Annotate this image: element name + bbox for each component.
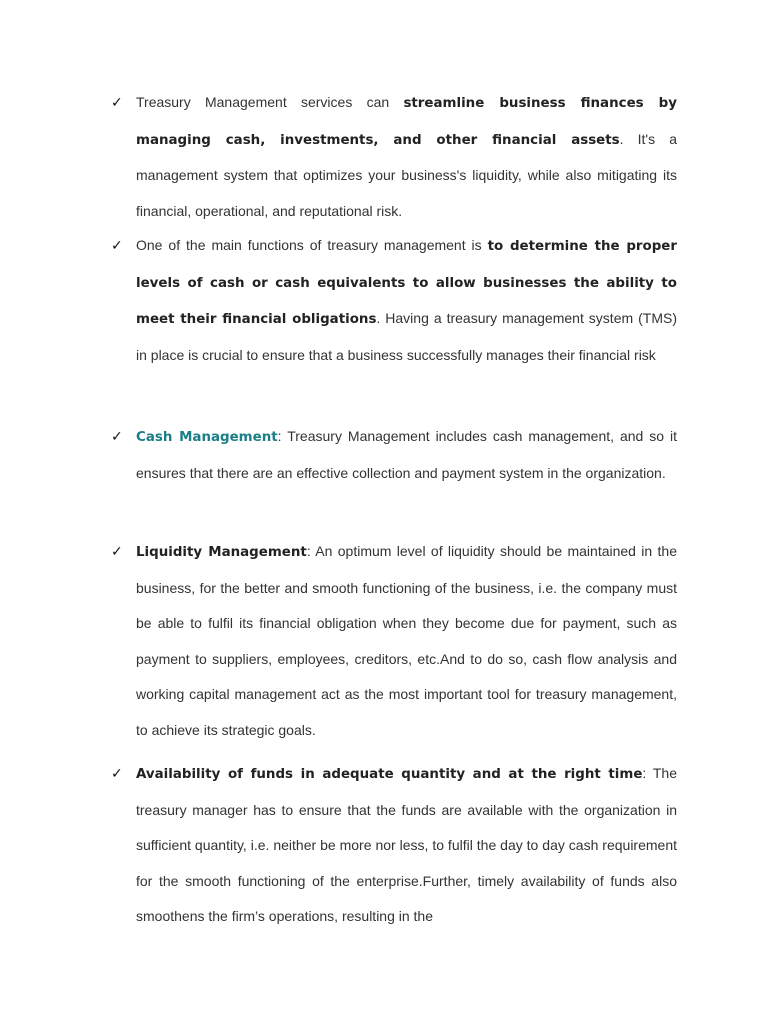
- bullet-text-pre: Treasury Management services can: [136, 94, 404, 110]
- bullet-text-post: : The treasury manager has to ensure that the funds are available with the organization in sufficient quantity, i.e. neither be more nor less, to fulfil the day to day cash requirement for the smooth functioning of the enterprise.Further, timely availability of funds also smoothens the firm’s operations, resulting in the: [136, 765, 678, 925]
- bullet-text-pre: One of the main functions of treasury management is: [136, 237, 488, 253]
- bullet-text-bold: Availability of funds in adequate quantity and at the right time: [136, 767, 643, 782]
- bullet-text-post: : An optimum level of liquidity should be maintained in the business, for the better and smooth functioning of the business, i.e. the company must be able to fulfil its financial obligation when they become due for payment, such as payment to suppliers, employees, creditors, etc.And to do so, cash flow analysis and working capital management act as the most important tool for treasury management, to achieve its strategic goals.: [136, 543, 677, 738]
- bullet-item-liquidity-management: [111, 545, 677, 749]
- bullet-item-availability-of-funds: [111, 767, 677, 935]
- bullet-item-treasury-services: [111, 96, 677, 229]
- bullet-item-cash-management: [111, 430, 677, 491]
- bullet-text: [136, 534, 677, 749]
- checkmark-icon: ✓: [111, 238, 123, 254]
- cash-management-link-text: Cash Management: [136, 430, 278, 445]
- bullet-text-post: : Treasury Management includes cash management, and so it ensures that there are an effective collection and payment system in the organization.: [136, 428, 677, 481]
- checkmark-icon: ✓: [111, 429, 123, 445]
- bullet-text: [136, 419, 677, 491]
- bullet-text: [136, 228, 677, 373]
- bullet-text-bold: to determine the proper levels of cash or cash equivalents to allow businesses the ability to meet their financial obligations: [136, 239, 677, 328]
- bullet-text-bold: streamline business finances by managing cash, investments, and other financial assets: [136, 96, 677, 148]
- checkmark-icon: ✓: [111, 766, 123, 782]
- bullet-text-post: . It's a management system that optimizes your business's liquidity, while also mitigating its financial, operational, and reputational risk.: [136, 130, 677, 219]
- bullet-text-post: . Having a treasury management system (TMS) in place is crucial to ensure that a business successfully manages their financial risk: [136, 310, 677, 363]
- bullet-text: [136, 85, 677, 229]
- checkmark-icon: ✓: [111, 544, 123, 560]
- bullet-item-main-functions: [111, 239, 677, 373]
- bullet-text-bold: Liquidity Management: [136, 545, 307, 560]
- checkmark-icon: ✓: [111, 95, 123, 111]
- bullet-text: [136, 756, 677, 935]
